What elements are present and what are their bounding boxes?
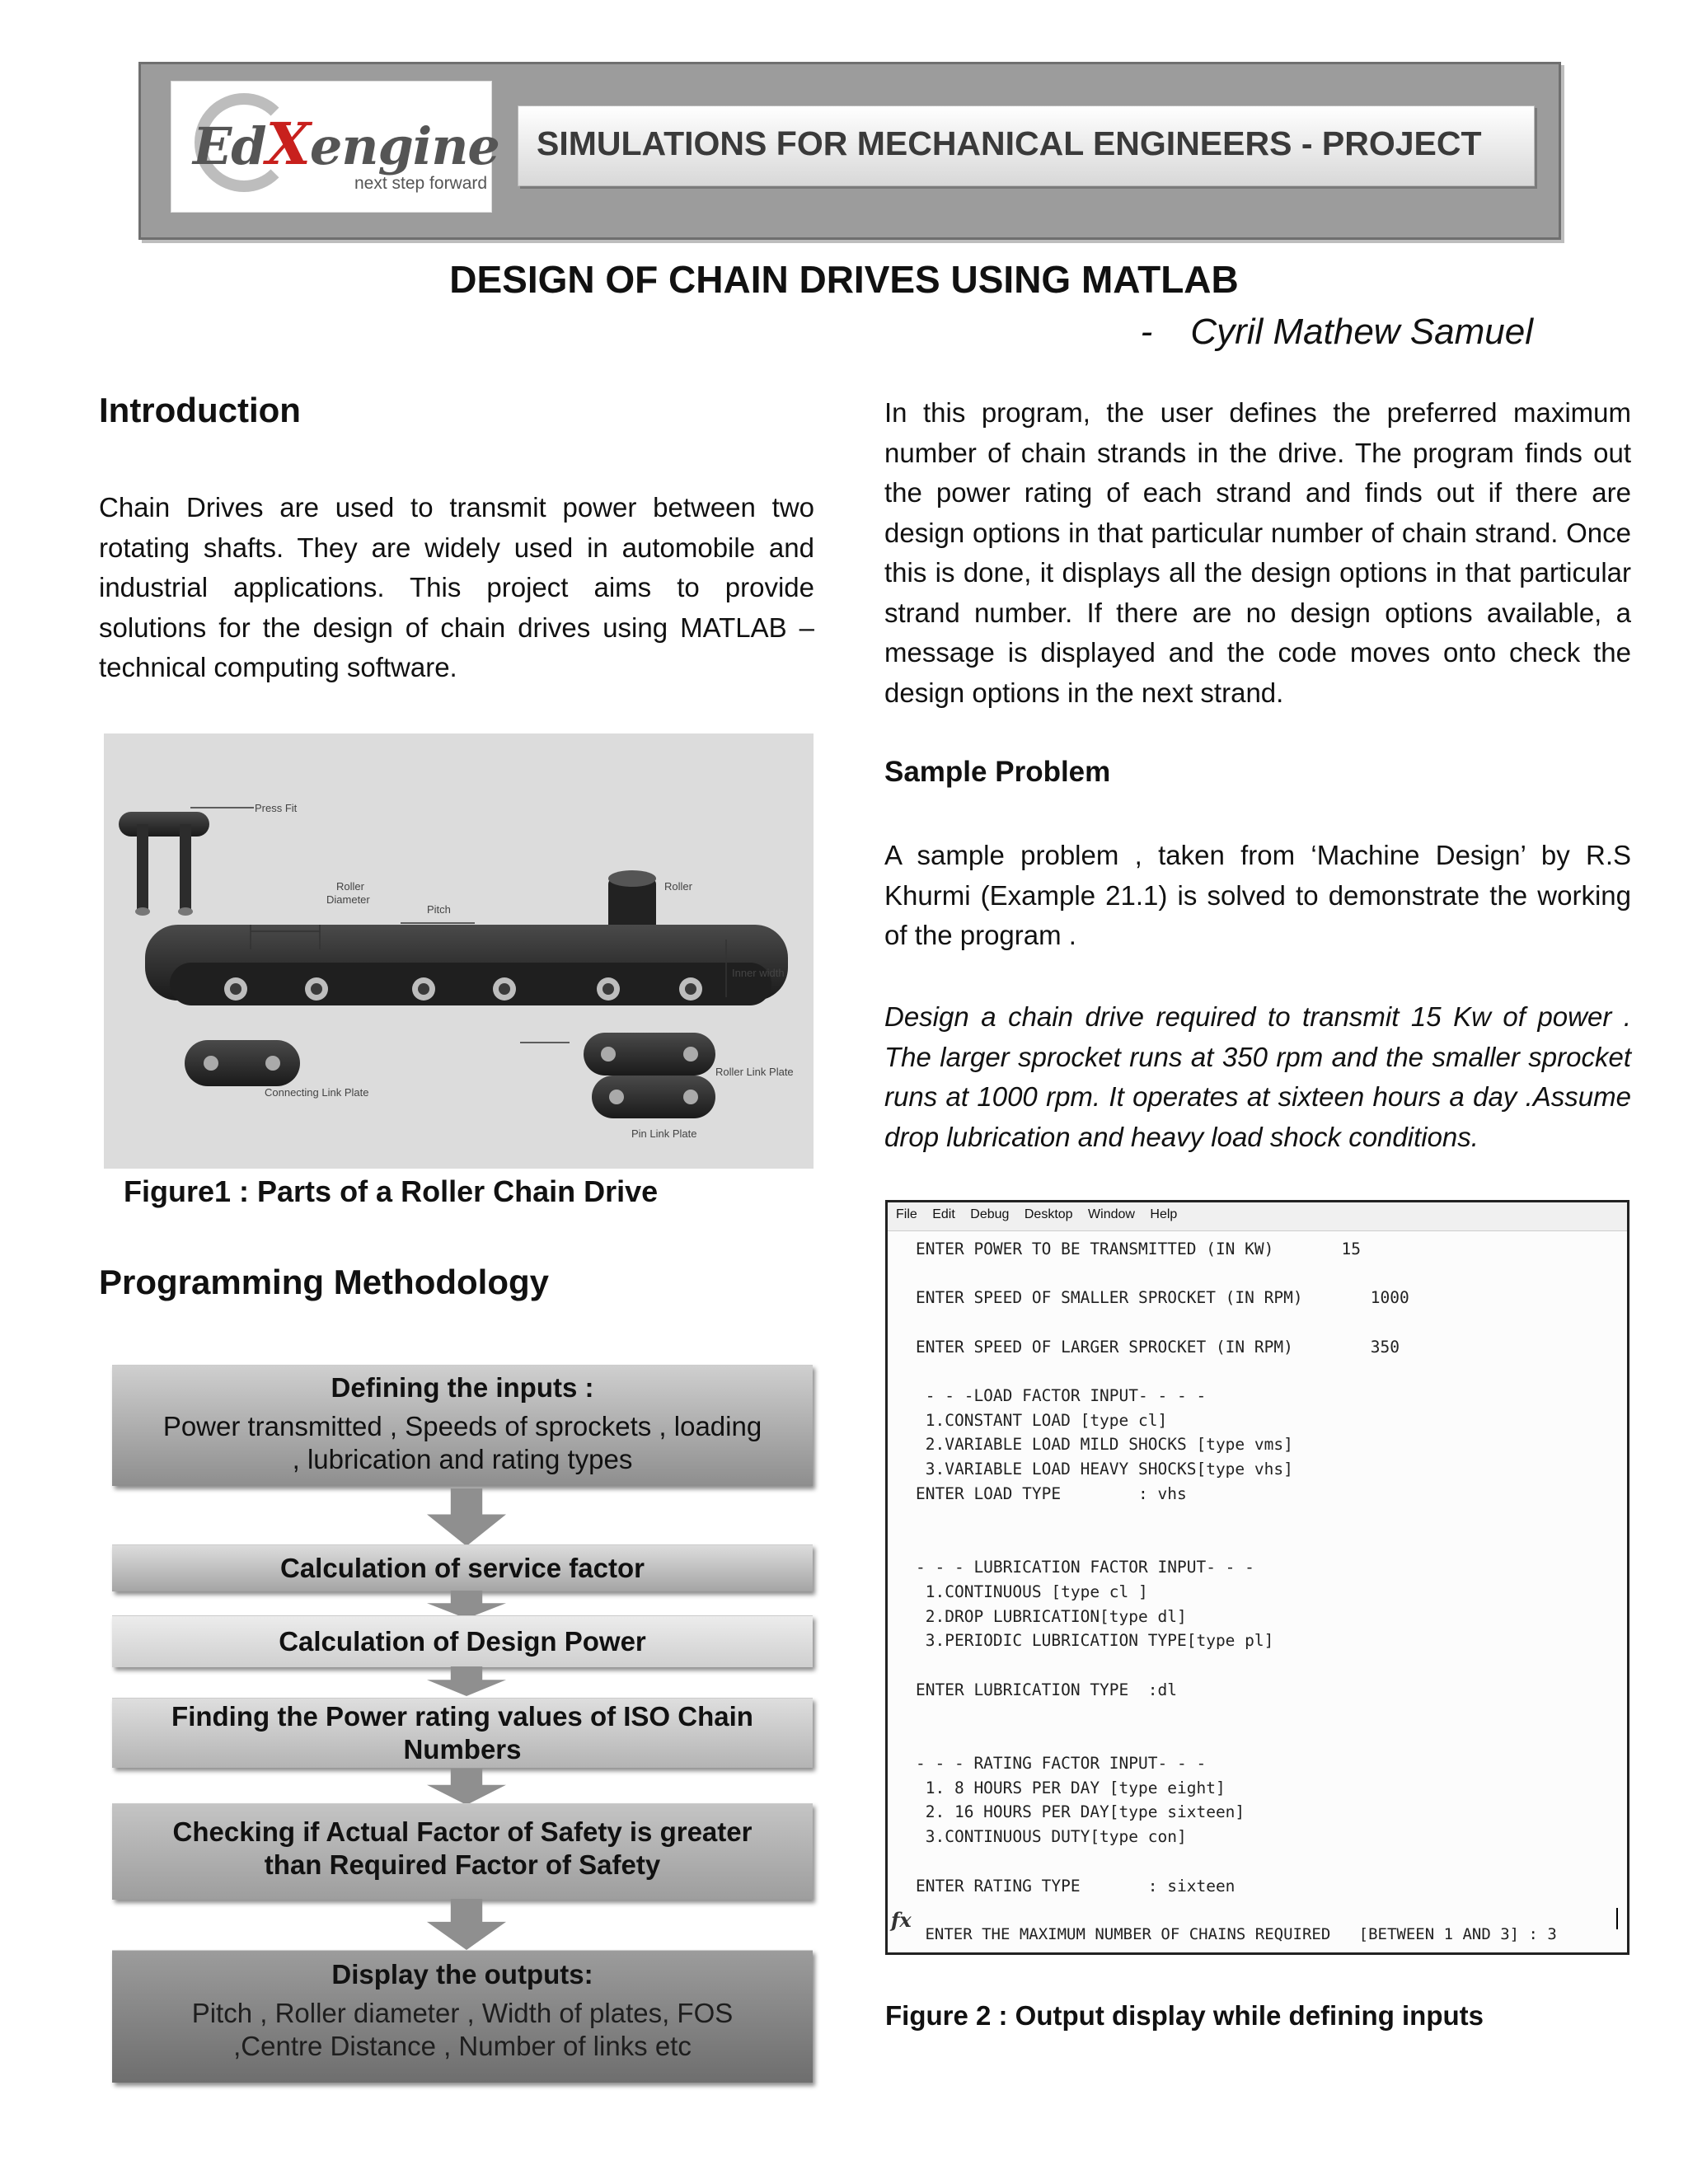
document-title: DESIGN OF CHAIN DRIVES USING MATLAB — [449, 258, 1239, 301]
flow-arrow-icon — [427, 1899, 506, 1950]
logo-tagline: next step forward — [354, 174, 488, 193]
introduction-heading: Introduction — [99, 391, 301, 429]
console-line: 1.CONTINUOUS [type cl ] — [916, 1582, 1148, 1601]
problem-statement: Design a chain drive required to transmit 15 Kw of power . The larger sprocket runs at 350 rpm and the smaller sprocket runs at 1000 rpm. It operates at sixteen hours a day .Assume drop lubrication and heavy load shock conditions. — [884, 1001, 1631, 1152]
label-roller: Roller — [664, 880, 692, 893]
console-line: 2. 16 HOURS PER DAY[type sixteen] — [916, 1802, 1245, 1821]
console-line: ENTER LOAD TYPE : vhs — [916, 1484, 1187, 1503]
menu-file[interactable]: File — [896, 1207, 917, 1221]
program-description: In this program, the user defines the preferred maximum number of chain strands in the drive. The program finds out the power rating of each strand and finds out if there are design options in that particular number of chain strand. Once this is done, it displays all the design options in that particular strand number. If there are no design options available, a message is displayed and the code moves onto check the design options in the next strand. — [884, 397, 1631, 708]
banner-title-box — [518, 105, 1535, 186]
label-pin-link-plate: Pin Link Plate — [631, 1127, 697, 1140]
header-banner — [138, 62, 1561, 240]
label-roller-diameter-2: Diameter — [326, 893, 370, 906]
flow-step-power-rating: Finding the Power rating values of ISO Chain Numbers — [112, 1698, 813, 1768]
console-line: 1. 8 HOURS PER DAY [type eight] — [916, 1779, 1226, 1797]
console-line: 3.PERIODIC LUBRICATION TYPE[type pl] — [916, 1631, 1274, 1650]
menu-window[interactable]: Window — [1088, 1207, 1135, 1221]
flow-arrow-icon — [427, 1591, 506, 1619]
console-line: ENTER SPEED OF SMALLER SPROCKET (IN RPM) 1000 — [916, 1288, 1409, 1307]
text-cursor — [1616, 1908, 1618, 1929]
connecting-link-plate — [185, 1040, 300, 1086]
flow-arrow-icon — [427, 1488, 506, 1546]
flow-step-factor-of-safety: Checking if Actual Factor of Safety is greater than Required Factor of Safety — [112, 1803, 813, 1900]
console-line: - - - LUBRICATION FACTOR INPUT- - - — [916, 1558, 1254, 1577]
flow-step-inputs — [112, 1365, 813, 1486]
menu-desktop[interactable]: Desktop — [1024, 1207, 1073, 1221]
roller-link-plate — [584, 1033, 715, 1076]
console-line: 1.CONSTANT LOAD [type cl] — [916, 1411, 1168, 1430]
fx-prompt-icon: fx — [891, 1908, 912, 1932]
flow-step-detail: Power transmitted , Speeds of sprockets , loading , lubrication and rating types — [162, 1411, 762, 1474]
console-line: 2.VARIABLE LOAD MILD SHOCKS [type vms] — [916, 1435, 1293, 1454]
methodology-heading: Programming Methodology — [99, 1263, 549, 1301]
label-roller-diameter-1: Roller — [336, 880, 364, 893]
console-line: - - - RATING FACTOR INPUT- - - — [916, 1754, 1207, 1773]
roller-chain-illustration — [104, 733, 814, 1169]
menu-edit[interactable]: Edit — [932, 1207, 955, 1221]
chain-body — [145, 925, 788, 1005]
document-author: - Cyril Mathew Samuel — [1140, 312, 1533, 352]
menu-debug[interactable]: Debug — [970, 1207, 1010, 1221]
flow-step-design-power: Calculation of Design Power — [112, 1615, 813, 1667]
flow-step-service-factor: Calculation of service factor — [112, 1544, 813, 1591]
banner-title: SIMULATIONS FOR MECHANICAL ENGINEERS - PROJECT — [537, 124, 1482, 162]
console-line: ENTER LUBRICATION TYPE :dl — [916, 1680, 1177, 1699]
console-line: 2.DROP LUBRICATION[type dl] — [916, 1607, 1187, 1626]
console-line: ENTER POWER TO BE TRANSMITTED (IN KW) 15 — [916, 1240, 1362, 1258]
menu-help[interactable]: Help — [1150, 1207, 1178, 1221]
flow-step-title: Defining the inputs : — [331, 1372, 594, 1403]
console-line: 3.VARIABLE LOAD HEAVY SHOCKS[type vhs] — [916, 1460, 1293, 1479]
label-pitch: Pitch — [427, 903, 451, 916]
figure1-caption: Figure1 : Parts of a Roller Chain Drive — [124, 1174, 659, 1208]
edxengine-logo — [171, 81, 499, 213]
label-connecting-link-plate: Connecting Link Plate — [265, 1086, 369, 1099]
figure2-caption: Figure 2 : Output display while defining inputs — [885, 2000, 1484, 2031]
console-line: 3.CONTINUOUS DUTY[type con] — [916, 1827, 1187, 1846]
logo-wordmark: EdXengine — [193, 110, 499, 178]
introduction-text: Chain Drives are used to transmit power between two rotating shafts. They are widely used in automobile and industrial applications. This project aims to provide solutions for the design of chain drives using MATLAB – technical computing software. — [99, 492, 814, 682]
label-press-fit: Press Fit — [255, 802, 298, 814]
sample-problem-heading: Sample Problem — [884, 756, 1111, 788]
matlab-console-screenshot — [885, 1200, 1629, 1955]
console-line: - - -LOAD FACTOR INPUT- - - - — [916, 1386, 1207, 1405]
flow-arrow-icon — [427, 1666, 506, 1696]
flow-arrow-icon — [427, 1769, 506, 1805]
label-roller-link-plate: Roller Link Plate — [715, 1066, 794, 1078]
label-inner-width: Inner width — [732, 967, 785, 979]
console-input-line[interactable]: ENTER THE MAXIMUM NUMBER OF CHAINS REQUIRED [BETWEEN 1 AND 3] : 3 — [916, 1925, 1557, 1943]
press-fit-pins — [119, 812, 209, 916]
console-line: ENTER RATING TYPE : sixteen — [916, 1877, 1236, 1896]
console-menubar — [888, 1202, 1627, 1231]
pin-link-plate — [592, 1076, 715, 1118]
sample-problem-text: A sample problem , taken from ‘Machine Design’ by R.S Khurmi (Example 21.1) is solved to demonstrate the working of the program . — [884, 840, 1631, 950]
console-line: ENTER SPEED OF LARGER SPROCKET (IN RPM) 350 — [916, 1338, 1400, 1357]
roller-chain-figure — [104, 733, 814, 1169]
flow-step-outputs: Display the outputs: Pitch , Roller diameter , Width of plates, FOS ,Centre Distance , Number of links etc — [112, 1950, 813, 2083]
